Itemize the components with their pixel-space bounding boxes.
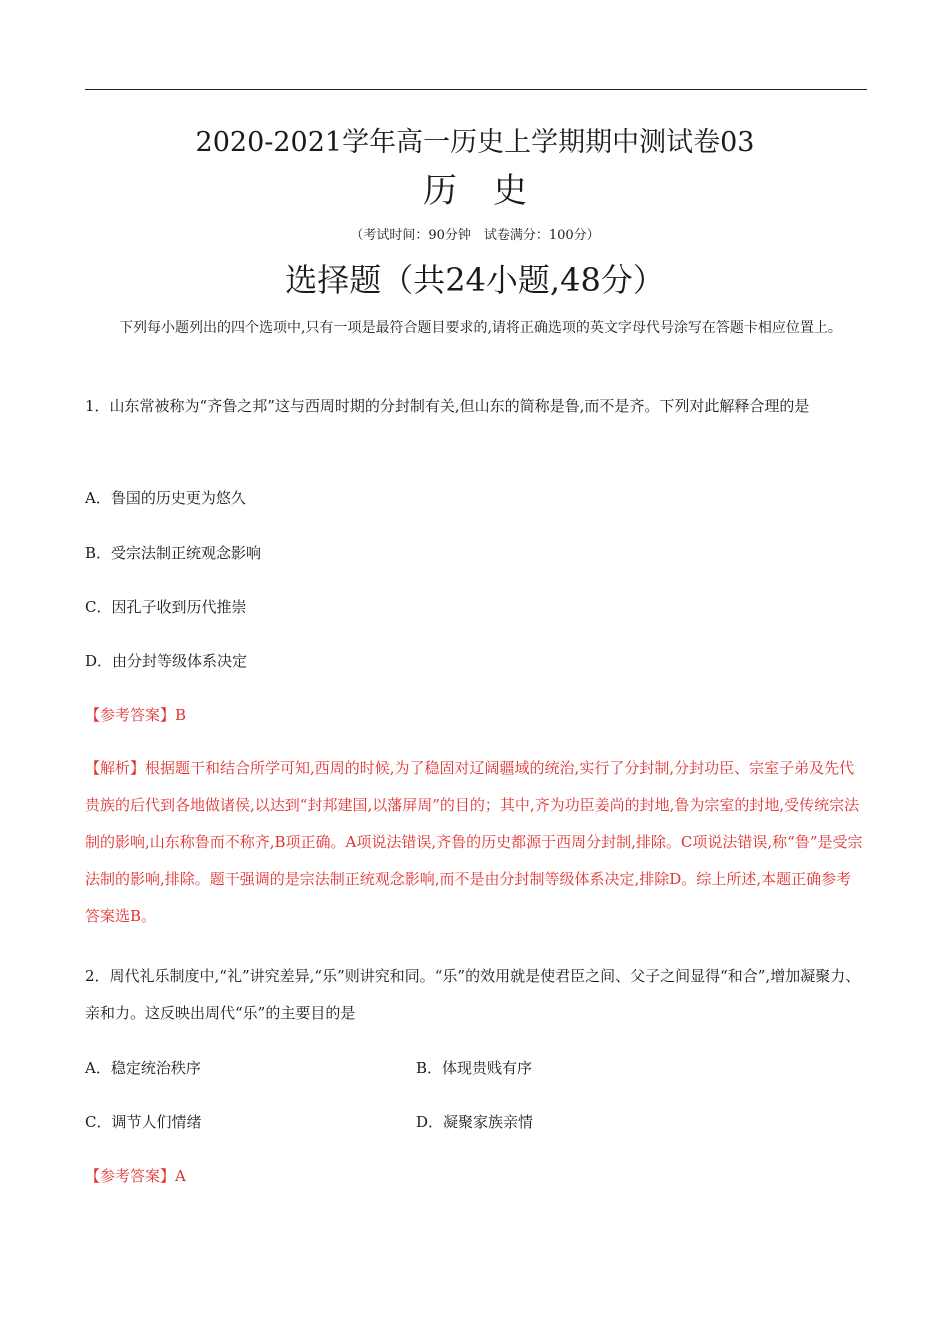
- exam-title: 2020-2021学年高一历史上学期期中测试卷03: [195, 127, 755, 158]
- answer-tag: 【参考答案】: [85, 706, 176, 724]
- question-1-option-b: B．受宗法制正统观念影响: [85, 544, 262, 562]
- section-instruction: 下列每小题列出的四个选项中,只有一项是最符合题目要求的,请将正确选项的英文字母代号涂写在答题卡相应位置上。: [119, 320, 842, 336]
- answer-value: A: [175, 1167, 186, 1185]
- answer-value: B: [175, 706, 187, 724]
- question-2-option-a: A．稳定统治秩序: [85, 1059, 201, 1077]
- question-2-option-b: B．体现贵贱有序: [416, 1059, 533, 1077]
- question-2-answer: [85, 1165, 186, 1187]
- question-1-stem: 1．山东常被称为“齐鲁之邦”这与西周时期的分封制有关,但山东的简称是鲁,而不是齐。下列对此解释合理的是: [85, 397, 810, 415]
- question-2-stem: 2．周代礼乐制度中,“礼”讲究差异,“乐”则讲究和同。“乐”的效用就是使君臣之间、父子之间显得“和合”,增加凝聚力、亲和力。这反映出周代“乐”的主要目的是: [85, 967, 861, 1022]
- question-1-answer: [85, 704, 186, 726]
- subject-title: 历史: [423, 171, 563, 211]
- question-2-option-c: C．调节人们情绪: [85, 1113, 202, 1131]
- question-1-option-c: C．因孔子收到历代推崇: [85, 598, 247, 616]
- section-title: 选择题（共24小题,48分）: [285, 261, 665, 299]
- question-2-option-d: D．凝聚家族亲情: [416, 1113, 534, 1131]
- exam-meta: （考试时间：90分钟 试卷满分：100分）: [350, 228, 600, 243]
- question-1-option-d: D．由分封等级体系决定: [85, 652, 248, 670]
- question-1-option-a: A．鲁国的历史更为悠久: [85, 489, 246, 507]
- question-1-analysis: [85, 750, 865, 935]
- header-rule: [85, 89, 867, 90]
- analysis-tag: 【解析】: [85, 759, 146, 777]
- answer-tag: 【参考答案】: [85, 1167, 176, 1185]
- analysis-text: 根据题干和结合所学可知,西周的时候,为了稳固对辽阔疆域的统治,实行了分封制,分封功臣、宗室子弟及先代贵族的后代到各地做诸侯,以达到“封邦建国,以藩屏周”的目的；其中,齐为功臣姜尚的封地,鲁为宗室的封地,受传统宗法制的影响,山东称鲁而不称齐,B项正确。A项说法错误,齐鲁的历史都源于西周分封制,排除。C项说法错误,称“鲁”是受宗法制的影响,排除。题干强调的是宗法制正统观念影响,而不是由分封制等级体系决定,排除D。综上所述,本题正确参考答案选B。: [85, 759, 863, 925]
